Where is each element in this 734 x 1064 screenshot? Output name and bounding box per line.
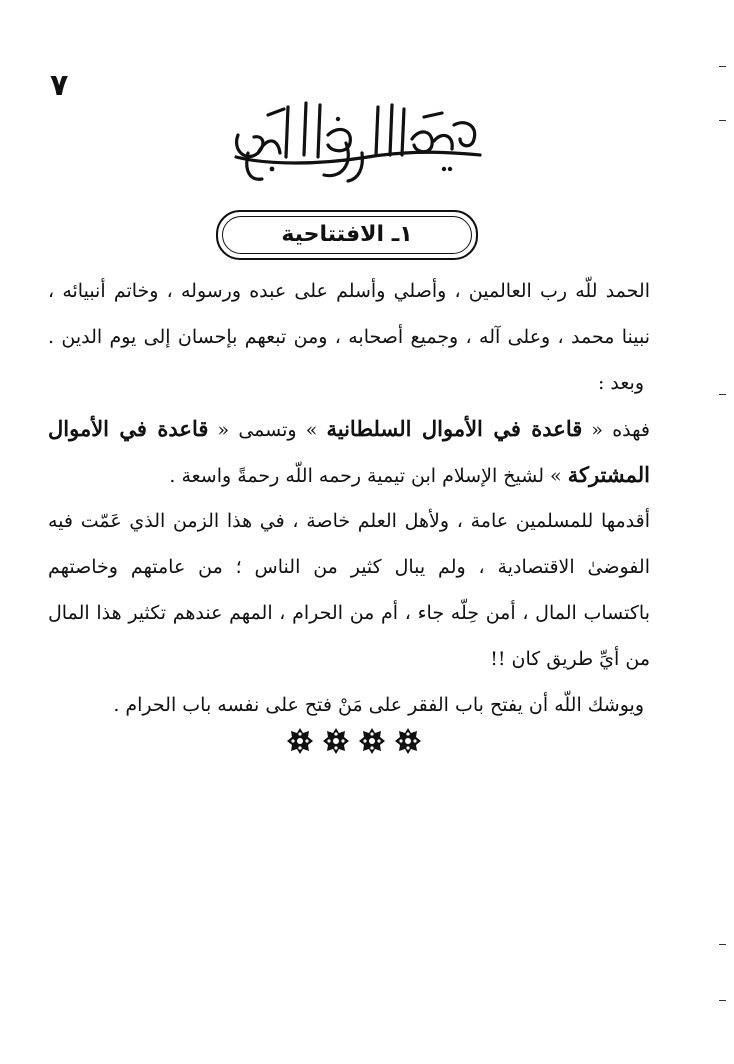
- margin-mark: [719, 394, 726, 395]
- margin-mark: [719, 944, 726, 945]
- ornament-row: [286, 727, 422, 759]
- floral-star-icon: [322, 727, 350, 755]
- book-title-bold: قاعدة في الأموال: [48, 416, 209, 441]
- text-line: ويوشك اللّه أن يفتح باب الفقر على مَنْ فتح على نفسه باب الحرام .: [113, 694, 644, 716]
- book-title-bold: المشتركة: [567, 462, 650, 487]
- text-line: وبعد :: [597, 372, 644, 394]
- text-line: من أيِّ طريق كان !!: [490, 648, 650, 670]
- body-text: [48, 268, 650, 728]
- section-heading-frame: [216, 210, 478, 260]
- text-span: فهذه «: [582, 419, 650, 441]
- page-number: ٧: [50, 68, 69, 103]
- text-line: نبينا محمد ، وعلى آله ، وجميع أصحابه ، ومن تبعهم بإحسان إلى يوم الدين .: [48, 326, 650, 348]
- section-heading: ١ـ الافتتاحية: [281, 222, 413, 247]
- scan-margin-marks: [716, 0, 726, 1064]
- text-line: باكتساب المال ، أمن حِلّه جاء ، أم من الحرام ، المهم عندهم تكثير هذا المال: [48, 602, 650, 624]
- basmala-calligraphy: [228, 95, 488, 185]
- text-span: » وتسمى «: [208, 419, 327, 441]
- text-line: الحمد للّه رب العالمين ، وأصلي وأسلم على عبده ورسوله ، وخاتم أنبيائه ،: [48, 280, 650, 302]
- floral-star-icon: [358, 727, 386, 755]
- text-line: [48, 452, 650, 498]
- text-line: أقدمها للمسلمين عامة ، ولأهل العلم خاصة ، في هذا الزمن الذي عَمّت فيه: [48, 510, 650, 532]
- book-title-bold: قاعدة في الأموال السلطانية: [326, 416, 583, 441]
- floral-star-icon: [286, 727, 314, 755]
- text-line: [48, 406, 650, 452]
- text-span: » لشيخ الإسلام ابن تيمية رحمه اللّه رحمةً واسعة .: [169, 465, 568, 487]
- floral-star-icon: [394, 727, 422, 755]
- margin-mark: [719, 120, 726, 121]
- margin-mark: [719, 66, 726, 67]
- text-line: الفوضىٰ الاقتصادية ، ولم يبال كثير من الناس ؛ من عامتهم وخاصتهم: [48, 556, 650, 578]
- margin-mark: [719, 1000, 726, 1001]
